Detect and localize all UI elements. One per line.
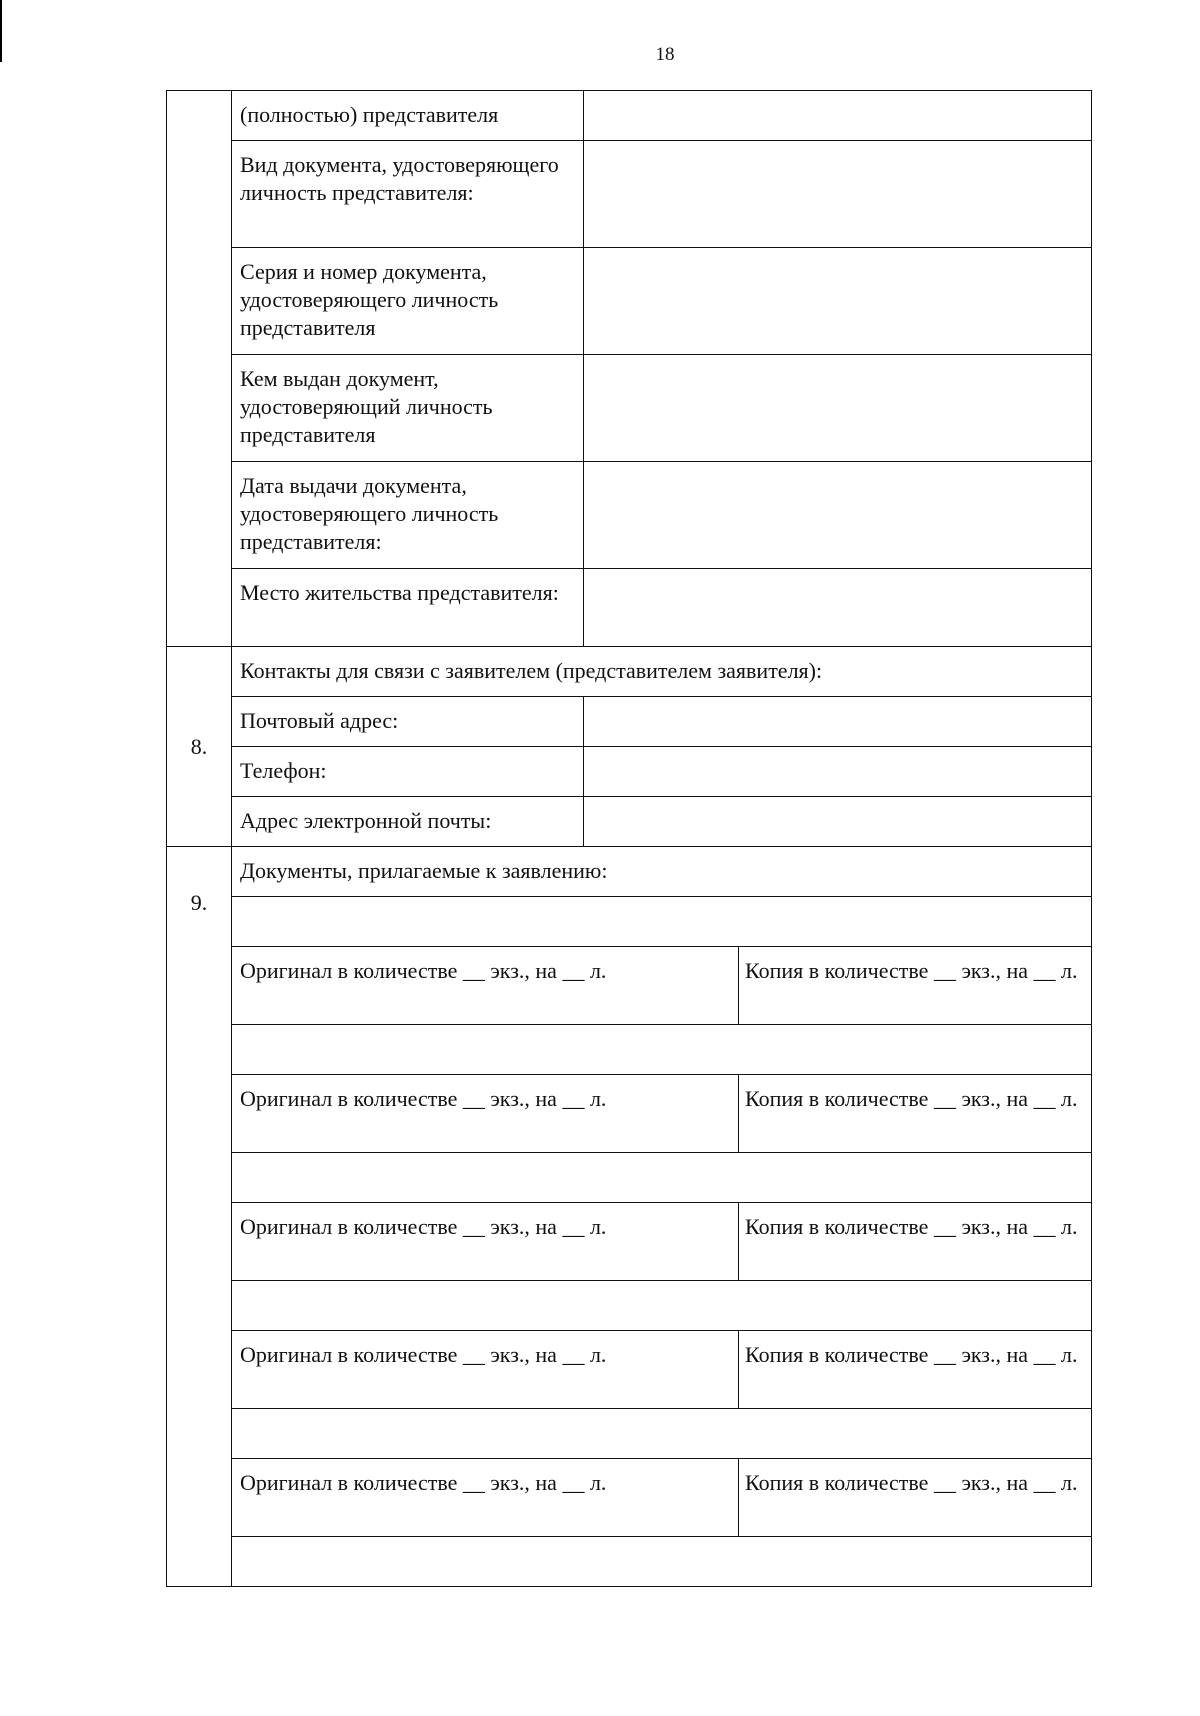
field-label: Серия и номер документа, удостоверяющего личность представителя	[232, 248, 584, 355]
representative-row	[167, 141, 1092, 248]
original-quantity-cell[interactable]: Оригинал в количестве __ экз., на __ л.	[232, 1075, 739, 1153]
document-name-field[interactable]	[232, 1537, 1092, 1587]
document-quantity-row	[167, 1459, 1092, 1537]
field-label: Кем выдан документ, удостоверяющий личность представителя	[232, 355, 584, 462]
document-name-row	[167, 897, 1092, 947]
document-name-field[interactable]	[232, 897, 1092, 947]
document-quantity-row	[167, 1075, 1092, 1153]
document-name-row	[167, 1281, 1092, 1331]
representative-row	[167, 91, 1092, 141]
document-name-field[interactable]	[232, 1025, 1092, 1075]
trailing-blank-row	[167, 1537, 1092, 1587]
copy-quantity-cell[interactable]: Копия в количестве __ экз., на __ л.	[739, 1075, 1092, 1153]
section-title: Документы, прилагаемые к заявлению:	[232, 847, 1092, 897]
section-number: 9.	[167, 847, 232, 1587]
document-quantity-row	[167, 1203, 1092, 1281]
field-label: Вид документа, удостоверяющего личность представителя:	[232, 141, 584, 248]
contact-row	[167, 747, 1092, 797]
representative-row	[167, 462, 1092, 569]
document-name-field[interactable]	[232, 1153, 1092, 1203]
section-number: 8.	[167, 647, 232, 847]
section-7-number-cell	[167, 91, 232, 647]
field-label: Почтовый адрес:	[232, 697, 584, 747]
original-quantity-cell[interactable]: Оригинал в количестве __ экз., на __ л.	[232, 947, 739, 1025]
document-type-field[interactable]	[584, 141, 1092, 248]
field-label: Телефон:	[232, 747, 584, 797]
document-issue-date-field[interactable]	[584, 462, 1092, 569]
document-name-row	[167, 1409, 1092, 1459]
copy-quantity-cell[interactable]: Копия в количестве __ экз., на __ л.	[739, 1331, 1092, 1409]
original-quantity-cell[interactable]: Оригинал в количестве __ экз., на __ л.	[232, 1203, 739, 1281]
document-name-row	[167, 1025, 1092, 1075]
page-number: 18	[655, 44, 675, 65]
original-quantity-cell[interactable]: Оригинал в количестве __ экз., на __ л.	[232, 1459, 739, 1537]
field-label: Место жительства представителя:	[232, 569, 584, 647]
section-title: Контакты для связи с заявителем (представителем заявителя):	[232, 647, 1092, 697]
field-label: Адрес электронной почты:	[232, 797, 584, 847]
field-label: Дата выдачи документа, удостоверяющего личность представителя:	[232, 462, 584, 569]
document-name-row	[167, 1153, 1092, 1203]
section-9-title-row	[167, 847, 1092, 897]
document-name-field[interactable]	[232, 1409, 1092, 1459]
copy-quantity-cell[interactable]: Копия в количестве __ экз., на __ л.	[739, 1459, 1092, 1537]
phone-field[interactable]	[584, 747, 1092, 797]
copy-quantity-cell[interactable]: Копия в количестве __ экз., на __ л.	[739, 1203, 1092, 1281]
representative-row	[167, 355, 1092, 462]
document-quantity-row	[167, 947, 1092, 1025]
document-name-field[interactable]	[232, 1281, 1092, 1331]
representative-row	[167, 569, 1092, 647]
representative-row	[167, 248, 1092, 355]
section-8-title-row	[167, 647, 1092, 697]
original-quantity-cell[interactable]: Оригинал в количестве __ экз., на __ л.	[232, 1331, 739, 1409]
copy-quantity-cell[interactable]: Копия в количестве __ экз., на __ л.	[739, 947, 1092, 1025]
contact-row	[167, 697, 1092, 747]
representative-name-field[interactable]	[584, 91, 1092, 141]
document-quantity-row	[167, 1331, 1092, 1409]
document-series-number-field[interactable]	[584, 248, 1092, 355]
field-label: (полностью) представителя	[232, 91, 584, 141]
email-field[interactable]	[584, 797, 1092, 847]
contact-row	[167, 797, 1092, 847]
residence-field[interactable]	[584, 569, 1092, 647]
postal-address-field[interactable]	[584, 697, 1092, 747]
document-issuer-field[interactable]	[584, 355, 1092, 462]
application-form-table	[166, 90, 1092, 1587]
